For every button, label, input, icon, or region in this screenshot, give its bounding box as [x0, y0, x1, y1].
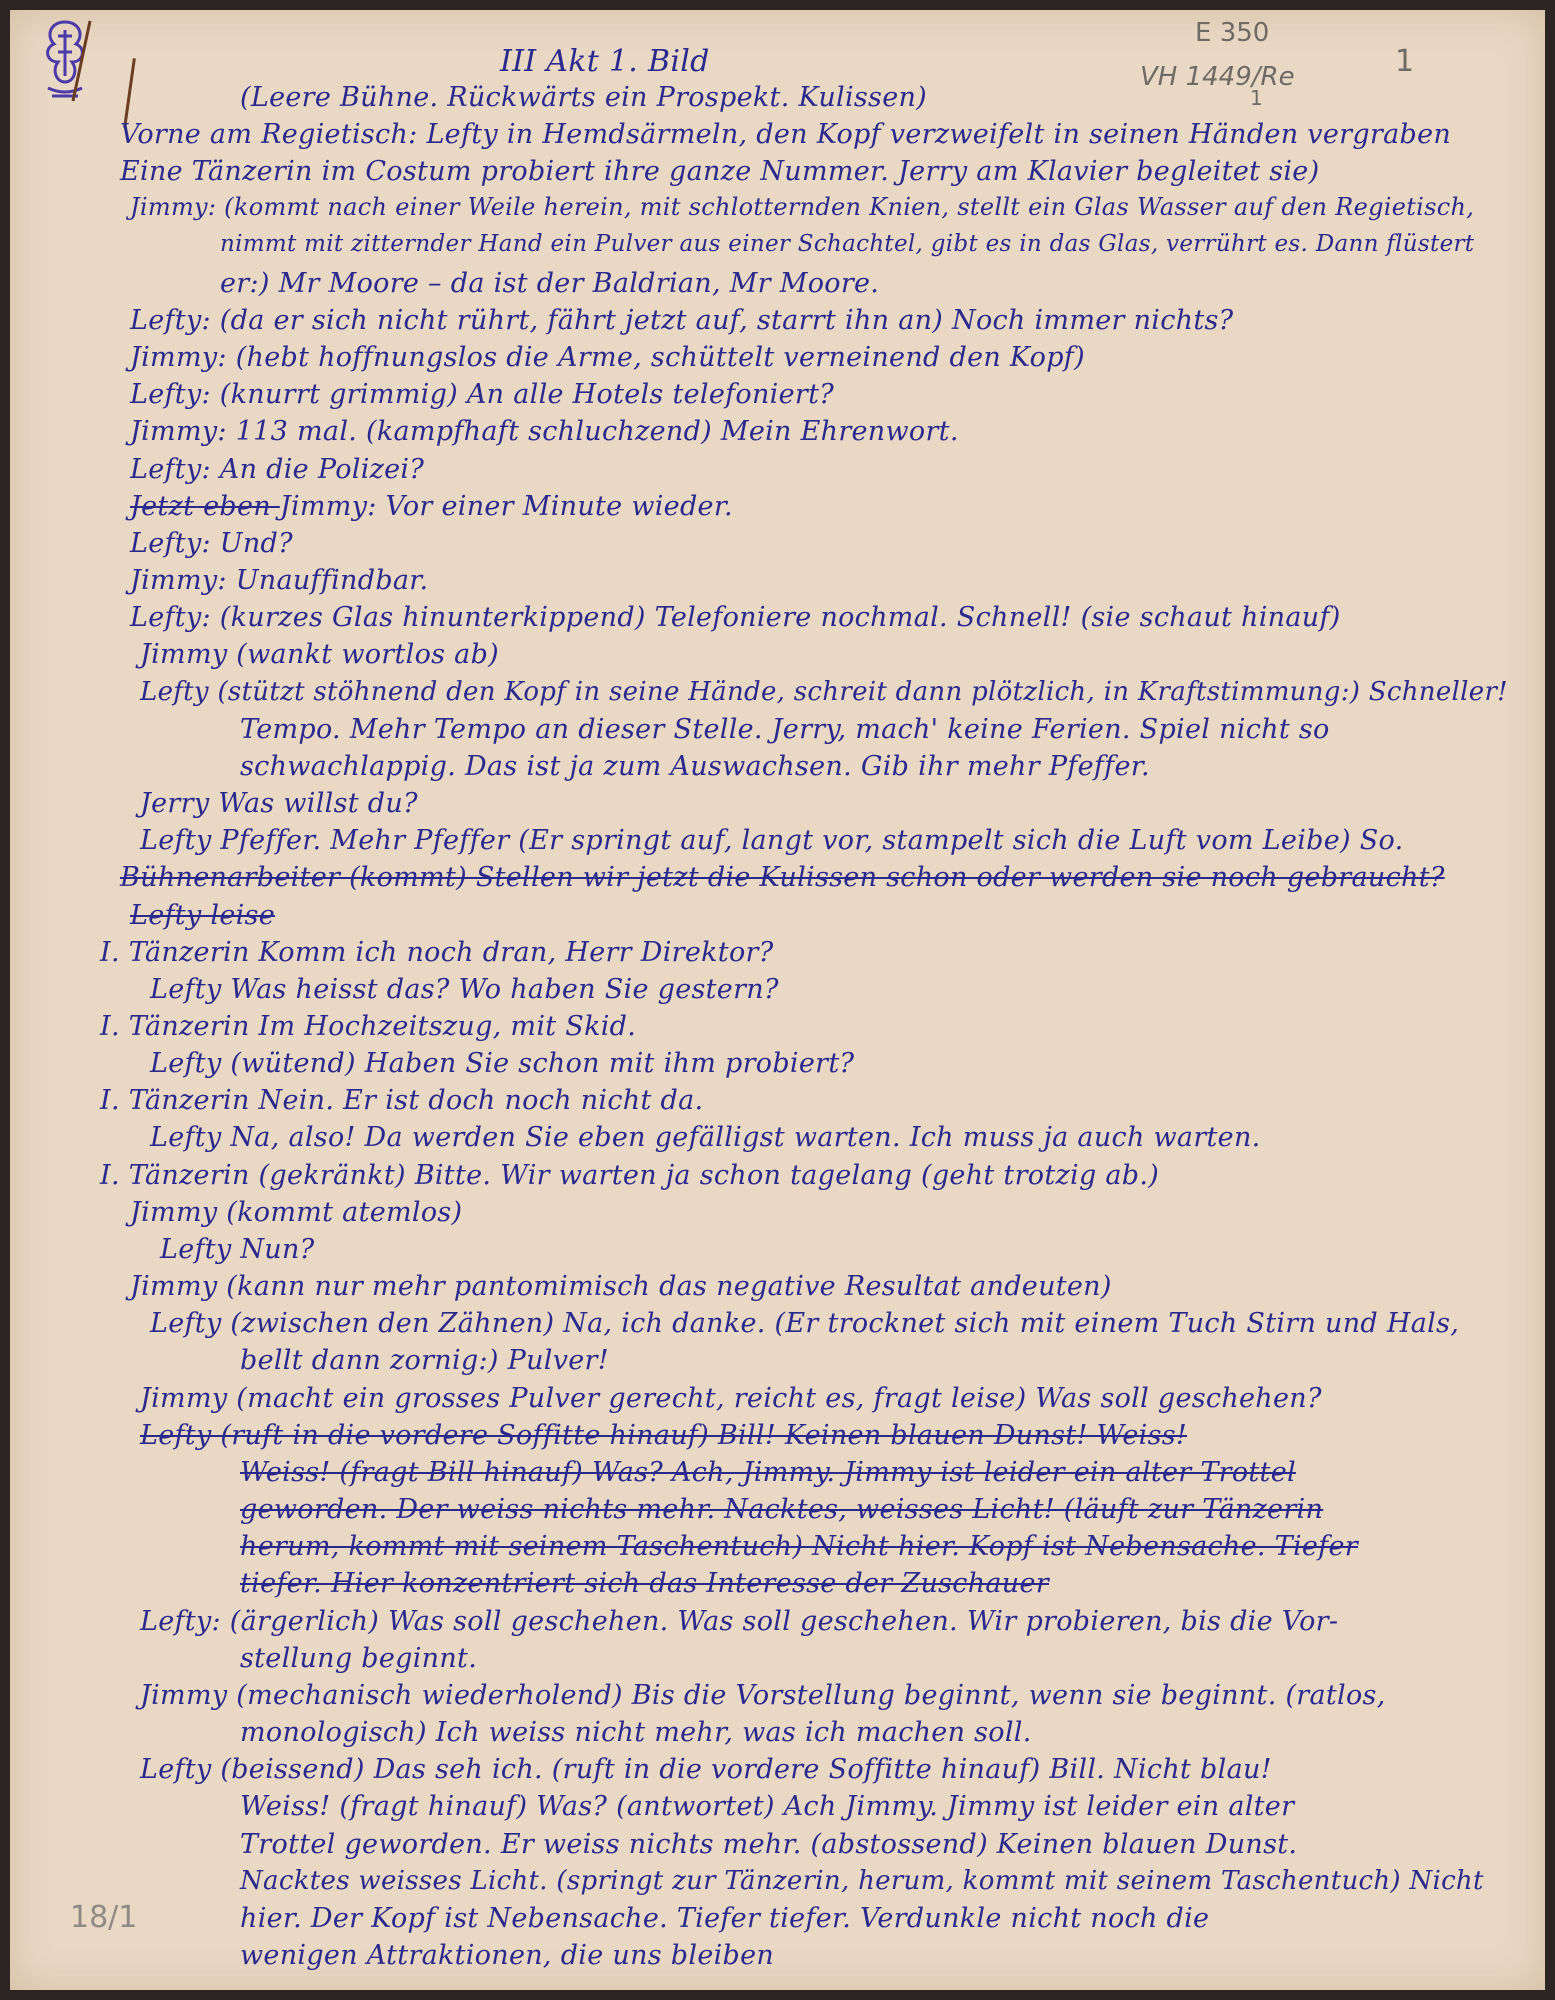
text-line: hier. Der Kopf ist Nebensache. Tiefer tiefer. Verdunkle nicht noch die: [240, 1903, 1210, 1934]
struck-text-line: Bühnenarbeiter (kommt) Stellen wir jetzt die Kulissen schon oder werden sie noch gebraucht?: [120, 862, 1445, 893]
text-line: Weiss! (fragt hinauf) Was? (antwortet) Ach Jimmy. Jimmy ist leider ein alter: [240, 1791, 1295, 1822]
struck-text-line: Weiss! (fragt Bill hinauf) Was? Ach, Jimmy. Jimmy ist leider ein alter Trottel: [240, 1457, 1296, 1488]
text-line: nimmt mit zitternder Hand ein Pulver aus einer Schachtel, gibt es in das Glas, verrührt es. Dann flüstert: [220, 231, 1475, 257]
text-line: Jimmy (kann nur mehr pantomimisch das negative Resultat andeuten): [130, 1271, 1112, 1302]
text-line: Jimmy (wankt wortlos ab): [140, 639, 499, 670]
text-line: Jimmy: Unauffindbar.: [130, 565, 429, 596]
text-line: schwachlappig. Das ist ja zum Auswachsen. Gib ihr mehr Pfeffer.: [240, 751, 1150, 782]
struck-text-line: herum, kommt mit seinem Taschentuch) Nicht hier. Kopf ist Nebensache. Tiefer: [240, 1531, 1358, 1562]
text-line: Jimmy (macht ein grosses Pulver gerecht, reicht es, fragt leise) Was soll geschehen?: [140, 1383, 1322, 1414]
library-seal-icon: [38, 16, 92, 102]
text-line: Lefty: (ärgerlich) Was soll geschehen. Was soll geschehen. Wir probieren, bis die Vor-: [140, 1606, 1339, 1637]
text-line: Lefty (wütend) Haben Sie schon mit ihm probiert?: [150, 1048, 855, 1079]
text-line: Nacktes weisses Licht. (springt zur Tänzerin, herum, kommt mit seinem Taschentuch) Nicht: [240, 1866, 1484, 1896]
text-line: Jimmy (mechanisch wiederholend) Bis die Vorstellung beginnt, wenn sie beginnt. (ratlos,: [140, 1680, 1386, 1711]
text-line: Vorne am Regietisch: Lefty in Hemdsärmeln, den Kopf verzweifelt in seinen Händen vergraben: [120, 119, 1452, 150]
text-line: Lefty Na, also! Da werden Sie eben gefälligst warten. Ich muss ja auch warten.: [150, 1122, 1261, 1153]
text-line: I. Tänzerin Im Hochzeitszug, mit Skid.: [100, 1011, 637, 1042]
text-line: Lefty Nun?: [160, 1234, 315, 1265]
text-line: Tempo. Mehr Tempo an dieser Stelle. Jerry, mach' keine Ferien. Spiel nicht so: [240, 714, 1330, 745]
text-line: bellt dann zornig:) Pulver!: [240, 1345, 609, 1376]
text-line: I. Tänzerin (gekränkt) Bitte. Wir warten ja schon tagelang (geht trotzig ab.): [100, 1160, 1160, 1191]
shelf-mark: E 350: [1195, 18, 1270, 48]
text-line: Lefty: (knurrt grimmig) An alle Hotels telefoniert?: [130, 379, 834, 410]
struck-text-line: Lefty leise: [130, 900, 275, 931]
text-line: Lefty (beissend) Das seh ich. (ruft in die vordere Soffitte hinauf) Bill. Nicht blau!: [140, 1754, 1272, 1785]
margin-stroke: [123, 58, 136, 128]
text-line: I. Tänzerin Komm ich noch dran, Herr Direktor?: [100, 937, 774, 968]
text-line: Jimmy (kommt atemlos): [130, 1197, 463, 1228]
text-line: Lefty Was heisst das? Wo haben Sie gestern?: [150, 974, 779, 1005]
folio-mark: 18/1: [70, 1900, 138, 1935]
text-line: (Leere Bühne. Rückwärts ein Prospekt. Kulissen): [240, 82, 928, 113]
text-line: monologisch) Ich weiss nicht mehr, was ich machen soll.: [240, 1717, 1032, 1748]
inventory-sub: 1: [1250, 86, 1263, 110]
text-line: Jerry Was willst du?: [140, 788, 418, 819]
page-number: 1: [1395, 44, 1415, 79]
text-line: Lefty (zwischen den Zähnen) Na, ich danke. (Er trocknet sich mit einem Tuch Stirn und Hals,: [150, 1308, 1460, 1339]
struck-text-line: tiefer. Hier konzentriert sich das Interesse der Zuschauer: [240, 1568, 1049, 1599]
inventory-number: VH 1449/Re: [1140, 62, 1295, 92]
struck-text-line: Lefty (ruft in die vordere Soffitte hinauf) Bill! Keinen blauen Dunst! Weiss!: [140, 1420, 1188, 1451]
text-line: Trottel geworden. Er weiss nichts mehr. (abstossend) Keinen blauen Dunst.: [240, 1829, 1298, 1860]
text-line: Lefty: (kurzes Glas hinunterkippend) Telefoniere nochmal. Schnell! (sie schaut hinauf): [130, 602, 1341, 633]
struck-word: Jetzt eben: [130, 491, 280, 522]
text-line: er:) Mr Moore – da ist der Baldrian, Mr Moore.: [220, 268, 880, 299]
act-title: III Akt 1. Bild: [500, 44, 710, 79]
text-line: Jimmy: (kommt nach einer Weile herein, mit schlotternden Knien, stellt ein Glas Wasser auf den Regietisch,: [130, 193, 1475, 221]
text-line: Jimmy: 113 mal. (kampfhaft schluchzend) Mein Ehrenwort.: [130, 416, 959, 447]
text-line: [130, 491, 733, 522]
text-line: stellung beginnt.: [240, 1643, 478, 1674]
text-line: Lefty: An die Polizei?: [130, 454, 425, 485]
text-line: Jimmy: (hebt hoffnungslos die Arme, schüttelt verneinend den Kopf): [130, 342, 1085, 373]
text-line: I. Tänzerin Nein. Er ist doch noch nicht da.: [100, 1085, 704, 1116]
manuscript-page: [10, 10, 1545, 1990]
text-line: wenigen Attraktionen, die uns bleiben: [240, 1940, 775, 1971]
text-line: Lefty: Und?: [130, 528, 293, 559]
struck-text-line: geworden. Der weiss nichts mehr. Nacktes, weisses Licht! (läuft zur Tänzerin: [240, 1494, 1324, 1525]
text-line: Lefty: (da er sich nicht rührt, fährt jetzt auf, starrt ihn an) Noch immer nichts?: [130, 305, 1234, 336]
text-line: Lefty Pfeffer. Mehr Pfeffer (Er springt auf, langt vor, stampelt sich die Luft vom Leibe) So.: [140, 825, 1404, 856]
text-line: Lefty (stützt stöhnend den Kopf in seine Hände, schreit dann plötzlich, in Kraftstimmung:) Schneller!: [140, 677, 1508, 707]
text-line: Eine Tänzerin im Costum probiert ihre ganze Nummer. Jerry am Klavier begleitet sie): [120, 156, 1320, 187]
line-text: Jimmy: Vor einer Minute wieder.: [279, 491, 733, 522]
